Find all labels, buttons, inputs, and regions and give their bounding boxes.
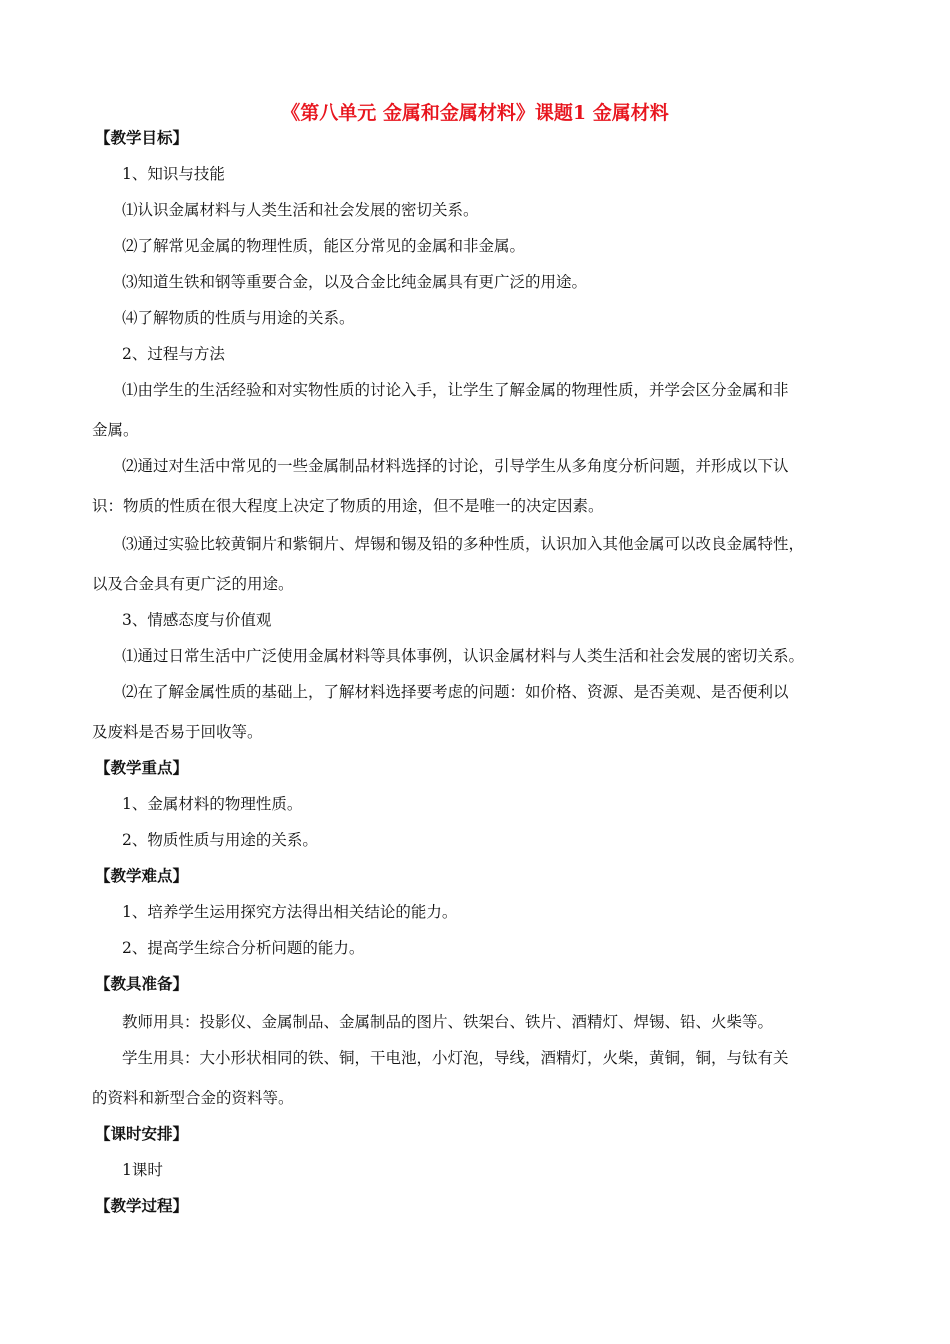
section-heading-goals: 【教学目标】 bbox=[95, 128, 189, 147]
student-tools: 学生用具：大小形状相同的铁、铜，干电池，小灯泡，导线，酒精灯，火柴，黄铜，铜，与钛有关 bbox=[122, 1049, 789, 1067]
goal-item-continued: 识：物质的性质在很大程度上决定了物质的用途，但不是唯一的决定因素。 bbox=[92, 497, 604, 515]
goal-item: ⑵了解常见金属的物理性质，能区分常见的金属和非金属。 bbox=[122, 237, 526, 255]
goal-item: ⑴通过日常生活中广泛使用金属材料等具体事例，认识金属材料与人类生活和社会发展的密切关系。 bbox=[122, 647, 805, 665]
schedule-hours: 1课时 bbox=[122, 1161, 163, 1179]
goal-item-continued: 及废料是否易于回收等。 bbox=[92, 723, 263, 741]
difficult-point: 1、培养学生运用探究方法得出相关结论的能力。 bbox=[122, 903, 458, 921]
difficult-point: 2、提高学生综合分析问题的能力。 bbox=[122, 939, 365, 957]
section-heading-schedule: 【课时安排】 bbox=[95, 1124, 189, 1143]
goal-item: ⑴由学生的生活经验和对实物性质的讨论入手，让学生了解金属的物理性质，并学会区分金属和非 bbox=[122, 381, 789, 399]
student-tools-continued: 的资料和新型合金的资料等。 bbox=[92, 1089, 294, 1107]
goal-subheading-3: 3、情感态度与价值观 bbox=[122, 611, 272, 629]
goal-item: ⑵通过对生活中常见的一些金属制品材料选择的讨论，引导学生从多角度分析问题，并形成以下认 bbox=[122, 457, 789, 475]
goal-subheading-2: 2、过程与方法 bbox=[122, 345, 225, 363]
goal-item: ⑷了解物质的性质与用途的关系。 bbox=[122, 309, 355, 327]
goal-item: ⑴认识金属材料与人类生活和社会发展的密切关系。 bbox=[122, 201, 479, 219]
goal-item: ⑵在了解金属性质的基础上，了解材料选择要考虑的问题：如价格、资源、是否美观、是否便利以 bbox=[122, 683, 789, 701]
goal-item: ⑶通过实验比较黄铜片和紫铜片、焊锡和锡及铅的多种性质，认识加入其他金属可以改良金属特性， bbox=[122, 535, 805, 553]
goal-item: ⑶知道生铁和钢等重要合金，以及合金比纯金属具有更广泛的用途。 bbox=[122, 273, 588, 291]
goal-item-continued: 以及合金具有更广泛的用途。 bbox=[92, 575, 294, 593]
key-point: 1、金属材料的物理性质。 bbox=[122, 795, 303, 813]
teacher-tools: 教师用具：投影仪、金属制品、金属制品的图片、铁架台、铁片、酒精灯、焊锡、铅、火柴等。 bbox=[122, 1013, 774, 1031]
key-point: 2、物质性质与用途的关系。 bbox=[122, 831, 318, 849]
section-heading-key-points: 【教学重点】 bbox=[95, 758, 189, 777]
section-heading-process: 【教学过程】 bbox=[95, 1196, 189, 1215]
section-heading-difficult-points: 【教学难点】 bbox=[95, 866, 189, 885]
document-title: 《第八单元 金属和金属材料》课题1 金属材料 bbox=[281, 102, 669, 124]
goal-item-continued: 金属。 bbox=[92, 421, 139, 439]
section-heading-preparation: 【教具准备】 bbox=[95, 974, 189, 993]
goal-subheading-1: 1、知识与技能 bbox=[122, 165, 225, 183]
